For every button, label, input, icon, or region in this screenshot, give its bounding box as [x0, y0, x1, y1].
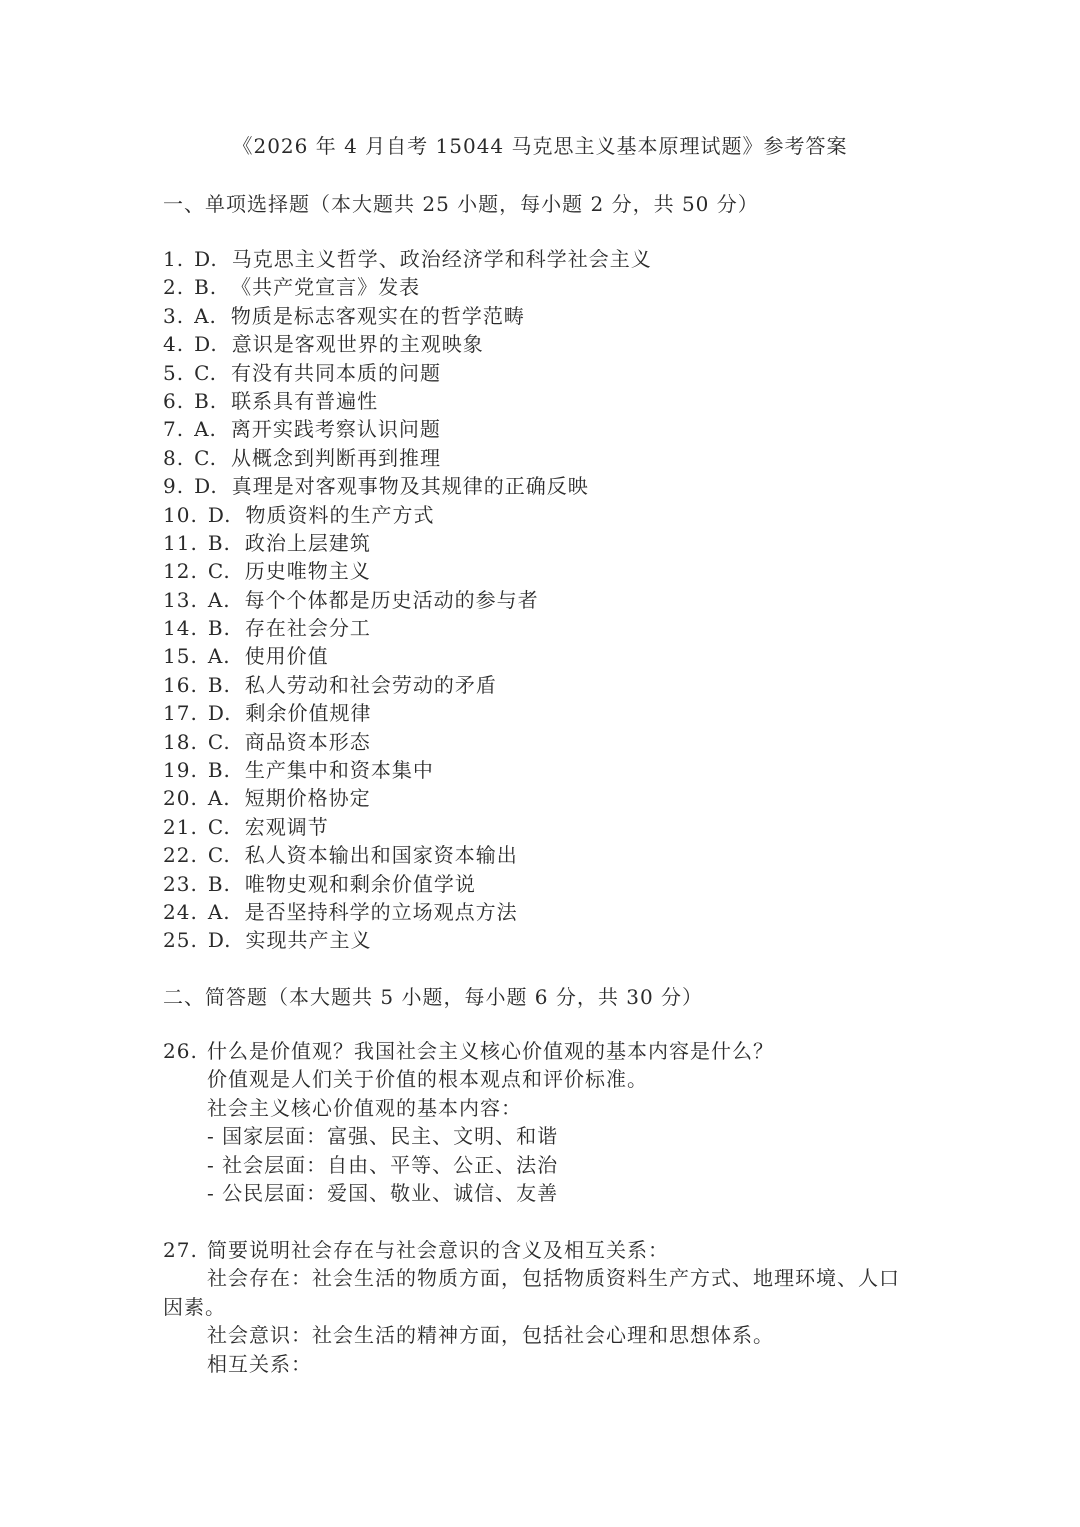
answer-text: 使用价值 — [244, 644, 329, 669]
answer-item — [163, 671, 652, 699]
answer-number: 24. — [163, 899, 198, 924]
answer-number: 9. — [163, 474, 185, 499]
answer-option: D. — [207, 701, 232, 726]
answer-option: C. — [194, 360, 218, 385]
answer-number: 5. — [163, 360, 185, 385]
answer-item — [163, 898, 652, 926]
answer-number: 11. — [163, 530, 198, 555]
answer-option: C. — [207, 814, 231, 839]
answer-item — [163, 642, 652, 670]
answer-number: 12. — [163, 559, 198, 584]
document-title: 《2026 年 4 月自考 15044 马克思主义基本原理试题》参考答案 — [232, 134, 848, 158]
answer-text: 意识是客观世界的主观映象 — [231, 332, 484, 357]
answer-option: A. — [194, 303, 217, 328]
answer-bullet: - 社会层面：自由、平等、公正、法治 — [207, 1152, 559, 1177]
answer-option: D. — [194, 474, 218, 499]
answer-bullet: - 国家层面：富强、民主、文明、和谐 — [207, 1124, 559, 1149]
question-27-prompt — [163, 1236, 923, 1264]
answer-option: D. — [194, 332, 218, 357]
answer-option: C. — [207, 729, 231, 754]
answer-item — [163, 784, 652, 812]
answer-option: A. — [207, 587, 231, 612]
answer-text: 历史唯物主义 — [244, 559, 371, 584]
answer-number: 7. — [163, 417, 185, 442]
answer-option: B. — [207, 758, 231, 783]
answer-item — [163, 415, 652, 443]
question-text: 简要说明社会存在与社会意识的含义及相互关系： — [207, 1238, 669, 1262]
answer-option: C. — [194, 445, 218, 470]
answer-text: 是否坚持科学的立场观点方法 — [244, 899, 518, 924]
answer-text: 私人劳动和社会劳动的矛盾 — [244, 672, 497, 697]
answer-number: 13. — [163, 587, 198, 612]
answer-item — [163, 359, 652, 387]
answer-option: B. — [194, 275, 218, 300]
answer-text: 离开实践考察认识问题 — [230, 417, 441, 442]
answer-item — [163, 245, 652, 273]
answer-option: C. — [207, 559, 231, 584]
answer-number: 6. — [163, 388, 185, 413]
answer-number: 18. — [163, 729, 198, 754]
answer-option: C. — [207, 843, 231, 868]
answer-number: 8. — [163, 445, 185, 470]
answer-item — [163, 273, 652, 301]
answer-item — [163, 330, 652, 358]
answer-bullet: - 公民层面：爱国、敬业、诚信、友善 — [207, 1181, 559, 1206]
question-26-prompt — [163, 1037, 923, 1065]
multiple-choice-answer-list — [163, 245, 652, 955]
answer-item — [163, 614, 652, 642]
answer-number: 1. — [163, 247, 185, 271]
answer-item — [163, 699, 652, 727]
answer-line: 社会主义核心价值观的基本内容： — [207, 1095, 522, 1120]
answer-text: 每个个体都是历史活动的参与者 — [244, 587, 539, 612]
answer-item — [163, 302, 652, 330]
answer-text: 宏观调节 — [244, 814, 329, 839]
answer-number: 22. — [163, 843, 198, 868]
answer-option: D. — [207, 928, 232, 953]
answer-option: A. — [207, 786, 231, 811]
answer-item — [163, 756, 652, 784]
answer-number: 21. — [163, 814, 198, 839]
answer-text: 实现共产主义 — [245, 928, 372, 953]
answer-item — [163, 444, 652, 472]
answer-number: 2. — [163, 275, 185, 300]
answer-option: B. — [207, 672, 231, 697]
answer-option: B. — [207, 530, 231, 555]
question-26-block — [163, 1037, 923, 1207]
answer-text: 唯物史观和剩余价值学说 — [244, 871, 476, 896]
answer-text: 马克思主义哲学、政治经济学和科学社会主义 — [231, 247, 652, 271]
answer-line-continuation: 因素。 — [163, 1294, 226, 1319]
answer-item — [163, 501, 652, 529]
question-number: 26. — [163, 1039, 198, 1063]
answer-option: A. — [207, 644, 231, 669]
answer-number: 20. — [163, 786, 198, 811]
answer-number: 25. — [163, 928, 198, 953]
answer-line: 社会意识：社会生活的精神方面，包括社会心理和思想体系。 — [207, 1323, 774, 1348]
answer-option: D. — [207, 502, 232, 527]
answer-option: B. — [207, 616, 231, 641]
answer-text: 剩余价值规律 — [245, 701, 372, 726]
answer-option: B. — [194, 388, 218, 413]
question-text: 什么是价值观？我国社会主义核心价值观的基本内容是什么？ — [207, 1039, 774, 1063]
answer-option: A. — [207, 899, 231, 924]
answer-item — [163, 870, 652, 898]
answer-line: 价值观是人们关于价值的根本观点和评价标准。 — [207, 1067, 648, 1092]
section-heading-short-answer: 二、简答题（本大题共 5 小题，每小题 6 分，共 30 分） — [163, 985, 704, 1009]
answer-option: D. — [194, 247, 218, 271]
answer-number: 4. — [163, 332, 185, 357]
answer-text: 从概念到判断再到推理 — [231, 445, 442, 470]
answer-option: A. — [194, 417, 217, 442]
answer-number: 15. — [163, 644, 198, 669]
answer-text: 商品资本形态 — [244, 729, 371, 754]
answer-item — [163, 557, 652, 585]
question-27-block — [163, 1236, 923, 1378]
answer-number: 14. — [163, 616, 198, 641]
answer-number: 19. — [163, 758, 198, 783]
answer-number: 3. — [163, 303, 185, 328]
answer-text: 存在社会分工 — [244, 616, 371, 641]
answer-text: 政治上层建筑 — [244, 530, 371, 555]
answer-text: 有没有共同本质的问题 — [231, 360, 442, 385]
answer-text: 物质资料的生产方式 — [245, 502, 435, 527]
answer-text: 私人资本输出和国家资本输出 — [244, 843, 518, 868]
answer-text: 真理是对客观事物及其规律的正确反映 — [231, 474, 589, 499]
answer-item — [163, 813, 652, 841]
question-number: 27. — [163, 1238, 198, 1262]
answer-number: 10. — [163, 502, 198, 527]
answer-line: 社会存在：社会生活的物质方面，包括物质资料生产方式、地理环境、人口 — [207, 1266, 900, 1291]
answer-number: 16. — [163, 672, 198, 697]
answer-text: 《共产党宣言》发表 — [231, 275, 421, 300]
section-heading-multiple-choice: 一、单项选择题（本大题共 25 小题，每小题 2 分，共 50 分） — [163, 192, 759, 216]
answer-number: 17. — [163, 701, 198, 726]
answer-item — [163, 926, 652, 954]
answer-item — [163, 387, 652, 415]
answer-item — [163, 472, 652, 500]
answer-line: 相互关系： — [207, 1351, 312, 1376]
answer-item — [163, 529, 652, 557]
answer-item — [163, 728, 652, 756]
answer-item — [163, 841, 652, 869]
answer-item — [163, 586, 652, 614]
answer-number: 23. — [163, 871, 198, 896]
answer-text: 联系具有普遍性 — [231, 388, 379, 413]
answer-text: 生产集中和资本集中 — [244, 758, 434, 783]
answer-text: 短期价格协定 — [244, 786, 371, 811]
answer-option: B. — [207, 871, 231, 896]
answer-text: 物质是标志客观实在的哲学范畴 — [230, 303, 525, 328]
